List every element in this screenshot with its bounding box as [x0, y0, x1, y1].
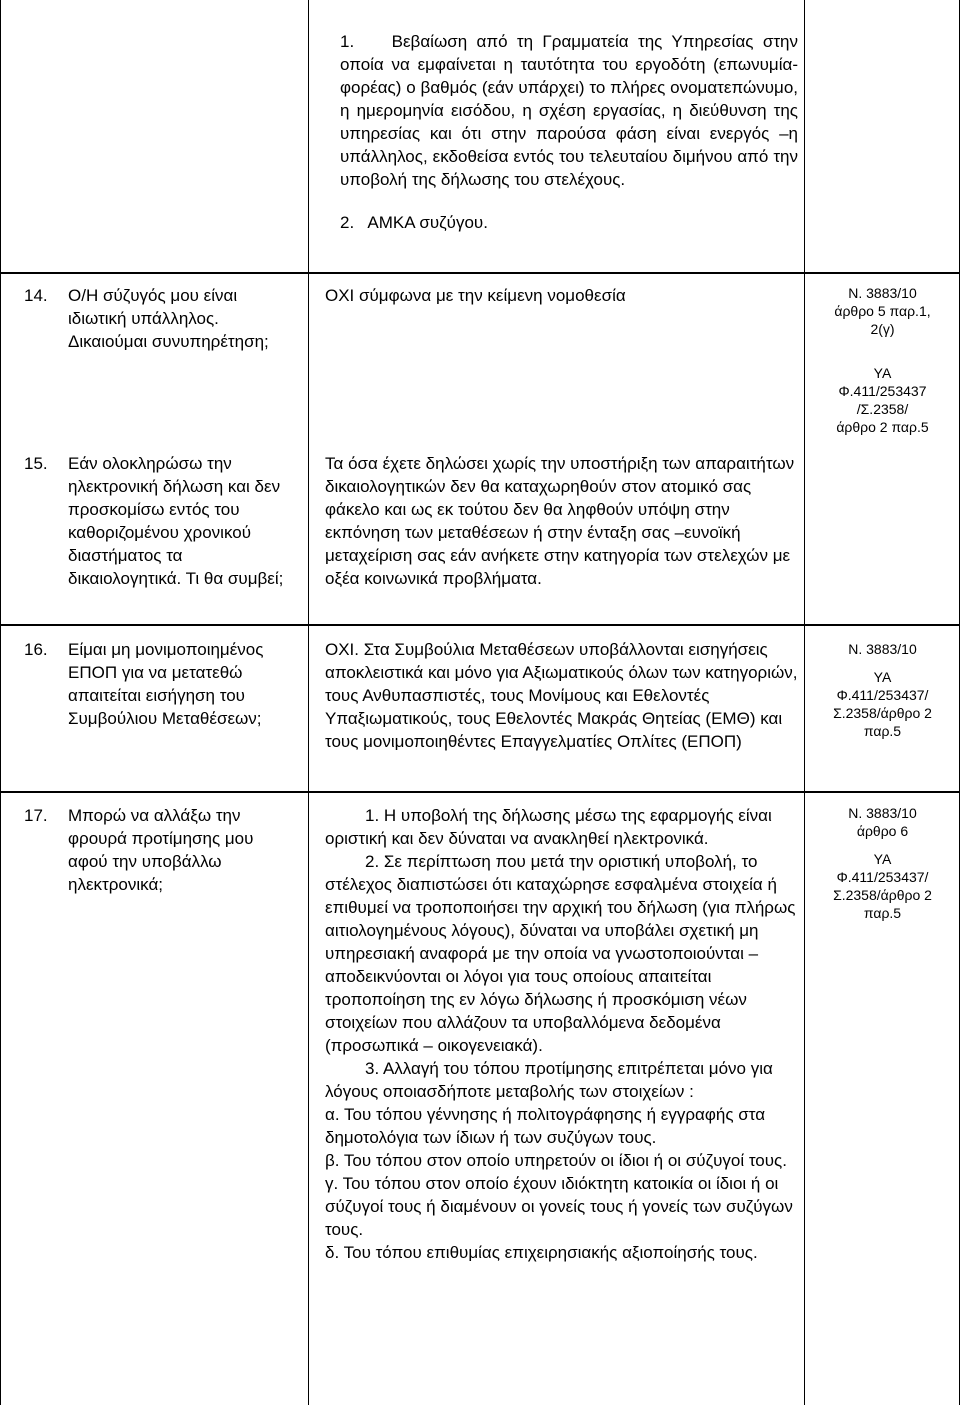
- answer-item-3: 3. Αλλαγή του τόπου προτίμησης επιτρέπεται μόνο για λόγους οποιασδήποτε μεταβολής των στοιχείων :: [325, 1059, 773, 1101]
- answer-item-1: 1. Η υποβολή της δήλωσης μέσω της εφαρμογής είναι οριστική και δεν δύναται να ανακληθεί ηλεκτρονικά.: [325, 806, 772, 848]
- answer-14: [325, 284, 803, 307]
- law-reference-14: [805, 284, 960, 436]
- answer-16: [325, 638, 803, 753]
- question-text: Είμαι μη μονιμοποιημένος ΕΠΟΠ για να μετατεθώ απαιτείται εισήγηση του Συμβούλιου Μεταθέσεων;: [68, 640, 264, 728]
- law-line: [805, 338, 960, 364]
- answer-subitem-d: δ. Του τόπου επιθυμίας επιχειρησιακής αξιοποίησής τους.: [325, 1243, 758, 1262]
- law-line: άρθρο 2 παρ.5: [836, 419, 929, 435]
- answer-text: ΟΧΙ σύμφωνα με την κείμενη νομοθεσία: [325, 286, 626, 305]
- question-16: [24, 638, 294, 730]
- law-line: παρ.5: [863, 723, 902, 739]
- law-reference-16: [805, 640, 960, 740]
- law-reference-17: [805, 804, 960, 922]
- law-line: ΥΑ: [873, 365, 892, 381]
- answer-subitem-b: β. Του τόπου στον οποίο υπηρετούν οι ίδιοι ή οι σύζυγοί τους.: [325, 1151, 787, 1170]
- question-15: [24, 452, 294, 590]
- question-17: [24, 804, 294, 896]
- question-text: Εάν ολοκληρώσω την ηλεκτρονική δήλωση και δεν προσκομίσω εντός του καθοριζομένου χρονικού διαστήματος τα δικαιολογητικά. Τι θα συμβεί;: [68, 454, 284, 588]
- law-line: /Σ.2358/: [856, 401, 909, 417]
- law-line: Σ.2358/άρθρο 2: [833, 887, 932, 903]
- answer-15: [325, 452, 803, 590]
- question-number: 17.: [24, 806, 48, 825]
- answer-text: ΟΧΙ. Στα Συμβούλια Μεταθέσεων υποβάλλονται εισηγήσεις αποκλειστικά και μόνο για Αξιωματικούς όλων των κατηγοριών, τους Ανθυπασπιστές, τους Μονίμους και Εθελοντές Υπαξιωματικούς, τους Εθελοντές Μακράς Θητείας (ΕΜΘ) και τους μονιμοποιηθέντες Επαγγελματίες Οπλίτες (ΕΠΟΠ): [325, 640, 798, 751]
- law-line: παρ.5: [863, 905, 902, 921]
- law-line: Ν. 3883/10: [848, 285, 917, 301]
- law-line: Ν. 3883/10: [848, 641, 917, 657]
- law-line: ΥΑ: [873, 851, 892, 867]
- continued-answer: [340, 30, 803, 234]
- answer-subitem-c: γ. Του τόπου στον οποίο έχουν ιδιόκτητη κατοικία οι ίδιοι ή οι σύζυγοί τους ή διαμένουν οι γονείς τους ή γονείς των συζύγων τους.: [325, 1174, 793, 1239]
- answer-item-1: 1. Βεβαίωση από τη Γραμματεία της Υπηρεσίας στην οποία να εμφαίνεται η ταυτότητα του εργοδότη (επωνυμία-φορέας) ο βαθμός (εάν υπάρχει) το πλήρες ονοματεπώνυμο, η ημερομηνία εισόδου, η σχέση εργασίας, η διεύθυνση της υπηρεσίας και ότι στην παρούσα φάση είναι ενεργός –η υπάλληλος, εκδοθείσα εντός του τελευταίου διμήνου από την υποβολή της δήλωσης του στελέχους.: [340, 32, 803, 189]
- column-divider-left: [0, 0, 1, 1405]
- law-line: Φ.411/253437: [838, 383, 927, 399]
- row-divider: [0, 791, 960, 793]
- answer-17: [325, 804, 803, 1264]
- question-number: 15.: [24, 454, 48, 473]
- law-line: άρθρο 6: [856, 823, 909, 839]
- answer-subitem-a: α. Του τόπου γέννησης ή πολιτογράφησης ή εγγραφής στα δημοτολόγια των ίδιων ή των συζύγων τους.: [325, 1105, 766, 1147]
- law-line: ΥΑ: [873, 669, 892, 685]
- answer-item-2: 2. Σε περίπτωση που μετά την οριστική υποβολή, το στέλεχος διαπιστώσει ότι καταχώρησε εσφαλμένα στοιχεία ή επιθυμεί να τροποποιήσει την αρχική του δήλωση (για πλήρως αιτιολογημένους λόγους), δύναται να υποβάλει σχετική μη υπηρεσιακή αναφορά με την οποία να γνωστοποιούνται – αποδεικνύονται οι λόγοι για τους οποίους απαιτείται τροποποίηση της εν λόγω δήλωσης ή προσκόμιση νέων στοιχείων που αλλάζουν τα υποβαλλόμενα δεδομένα (προσωπικά – οικογενειακά).: [325, 852, 796, 1055]
- question-text: Μπορώ να αλλάξω την φρουρά προτίμησης μου αφού την υποβάλλω ηλεκτρονικά;: [68, 806, 254, 894]
- law-line: 2(γ): [870, 321, 895, 337]
- question-14: [24, 284, 294, 353]
- law-line: άρθρο 5 παρ.1,: [834, 303, 931, 319]
- question-number: 16.: [24, 640, 48, 659]
- question-number: 14.: [24, 286, 48, 305]
- law-line: Φ.411/253437/: [836, 869, 929, 885]
- row-divider: [0, 272, 960, 274]
- question-text: Ο/Η σύζυγός μου είναι ιδιωτική υπάλληλος. Δικαιούμαι συνυπηρέτηση;: [68, 286, 269, 351]
- answer-item-2: 2. ΑΜΚΑ συζύγου.: [340, 213, 488, 232]
- column-divider-1: [308, 0, 309, 1405]
- answer-text: Τα όσα έχετε δηλώσει χωρίς την υποστήριξη των απαραιτήτων δικαιολογητικών δεν θα καταχωρηθούν στον ατομικό σας φάκελο και ως εκ τούτου δεν θα ληφθούν υπόψη στην εκπόνηση των μεταθέσεων ή στην ένταξη σας –ευνοϊκή μεταχείριση σας εάν ανήκετε στην κατηγορία των στελεχών με οξέα κοινωνικά προβλήματα.: [325, 454, 795, 588]
- law-line: Φ.411/253437/: [836, 687, 929, 703]
- law-line: Ν. 3883/10: [848, 805, 917, 821]
- row-divider: [0, 624, 960, 626]
- law-line: Σ.2358/άρθρο 2: [833, 705, 932, 721]
